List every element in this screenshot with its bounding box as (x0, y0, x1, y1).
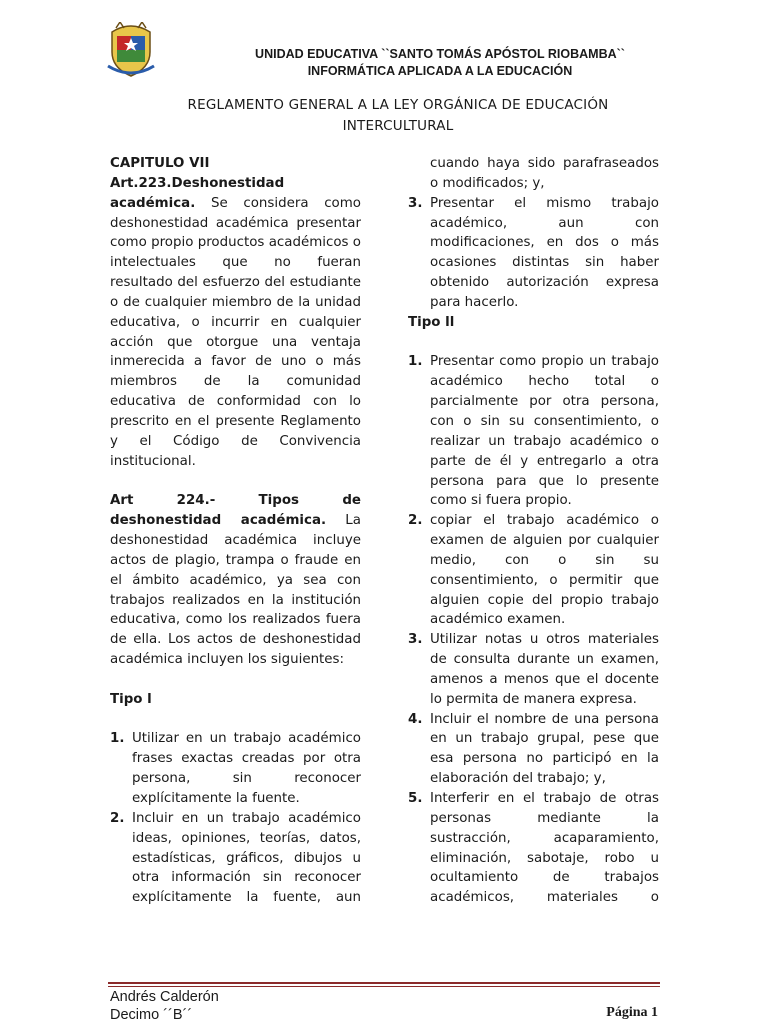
art-224-paragraph (110, 491, 361, 670)
list-item (408, 352, 659, 511)
tipo-1-list-cont (408, 194, 659, 313)
art-224-title-cont: deshonestidad académica. (110, 513, 327, 529)
art-224-text: La deshonestidad académica incluye actos de plagio, trampa o fraude en el ámbito académico, ya sea con trabajos realizados en la institución educativa, como los realizados fuera de ella. Los actos de deshonestidad académica incluyen los siguientes: (110, 513, 361, 668)
school-name: UNIDAD EDUCATIVA ``SANTO TOMÁS APÓSTOL RIOBAMBA`` (255, 47, 625, 61)
page-number: Página 1 (606, 1005, 658, 1020)
left-column (110, 154, 361, 908)
list-item-text: Interferir en el trabajo de otras personas mediante la sustracción, acaparamiento, eliminación, sabotaje, robo u ocultamiento de trabajos académicos, materiales o (430, 791, 659, 906)
list-item (408, 789, 659, 908)
footer-rule-thin (108, 986, 660, 987)
list-item (110, 729, 361, 808)
list-item-text: Incluir el nombre de una persona en un trabajo grupal, pese que esa persona no participó en la elaboración del trabajo; y, (430, 711, 659, 787)
list-item (408, 710, 659, 789)
list-item-text: Presentar el mismo trabajo académico, aun con modificaciones, en dos o más ocasiones distintas sin haber obtenido autorización expresa para hacerlo. (430, 195, 659, 310)
art-223-paragraph (110, 174, 361, 472)
art-223-title-cont: académica. (110, 195, 196, 211)
list-item-text: Utilizar notas u otros materiales de consulta durante un examen, amenos a menos que el docente lo permita de manera expresa. (430, 632, 659, 707)
list-item-text: Utilizar en un trabajo académico frases exactas creadas por otra persona, sin reconocer explícitamente la fuente. (132, 731, 361, 806)
footer-rule (108, 982, 660, 984)
list-item-number: 1. (408, 354, 423, 370)
document-header (160, 46, 720, 80)
footer-author-block (110, 989, 219, 1024)
list-item-text: copiar el trabajo académico o examen de alguien por cualquier medio, con o sin su consentimiento, o permitir que alguien copie del propio trabajo académico examen. (430, 513, 659, 628)
author-name: Andrés Calderón (110, 989, 219, 1005)
list-item-number: 4. (408, 711, 423, 727)
list-item-number: 3. (408, 632, 423, 648)
school-crest-icon (106, 22, 156, 78)
list-item-number: 3. (408, 195, 423, 211)
document-title (110, 95, 686, 137)
title-line-2: INTERCULTURAL (342, 118, 454, 134)
list-item-number: 2. (408, 513, 423, 529)
tipo-1-list (110, 729, 361, 908)
list-item-text: Incluir en un trabajo académico ideas, opiniones, teorías, datos, estadísticas, gráficos, dibujos u otra información sin reconocer explícitamente la fuente, aun (132, 810, 361, 906)
tipo-2-heading: Tipo ll (408, 314, 455, 330)
list-item-continuation: cuando haya sido parafraseados o modificados; y, (430, 156, 659, 191)
course-name: Decimo ´´B´´ (110, 1006, 193, 1023)
art-224-title: Art 224.- Tipos de (110, 493, 361, 509)
tipo-1-heading: Tipo l (110, 691, 152, 707)
tipo-2-list (408, 352, 659, 908)
art-223-title: Art.223.Deshonestidad (110, 175, 285, 191)
list-item (408, 511, 659, 630)
list-item (110, 809, 361, 908)
list-item (408, 194, 659, 313)
list-item-number: 5. (408, 791, 423, 806)
chapter-heading: CAPITULO VII (110, 156, 210, 171)
art-223-text: Se considera como deshonestidad académica presentar como propio productos académicos o intelectuales que no fueran resultado del esfuerzo del estudiante o de cualquier miembro de la unidad educativa, o incurrir en cualquier acción que otorgue una ventaja inmerecida a favor de uno o más miembros de la comunidad educativa de conformidad con lo prescrito en el presente Reglamento y el Código de Convivencia institucional. (110, 195, 361, 469)
list-item-number: 2. (110, 810, 125, 826)
subject-name: INFORMÁTICA APLICADA A LA EDUCACIÓN (307, 64, 573, 78)
title-line-1: REGLAMENTO GENERAL A LA LEY ORGÁNICA DE EDUCACIÓN (187, 97, 609, 113)
right-column (408, 154, 659, 908)
list-item-number: 1. (110, 731, 125, 747)
list-item-text: Presentar como propio un trabajo académico hecho total o parcialmente por otra persona, con o sin su consentimiento, o realizar un trabajo académico o parte de él y entregarlo a otra persona para que lo presente como si fuera propio. (430, 354, 659, 509)
list-item (408, 630, 659, 709)
